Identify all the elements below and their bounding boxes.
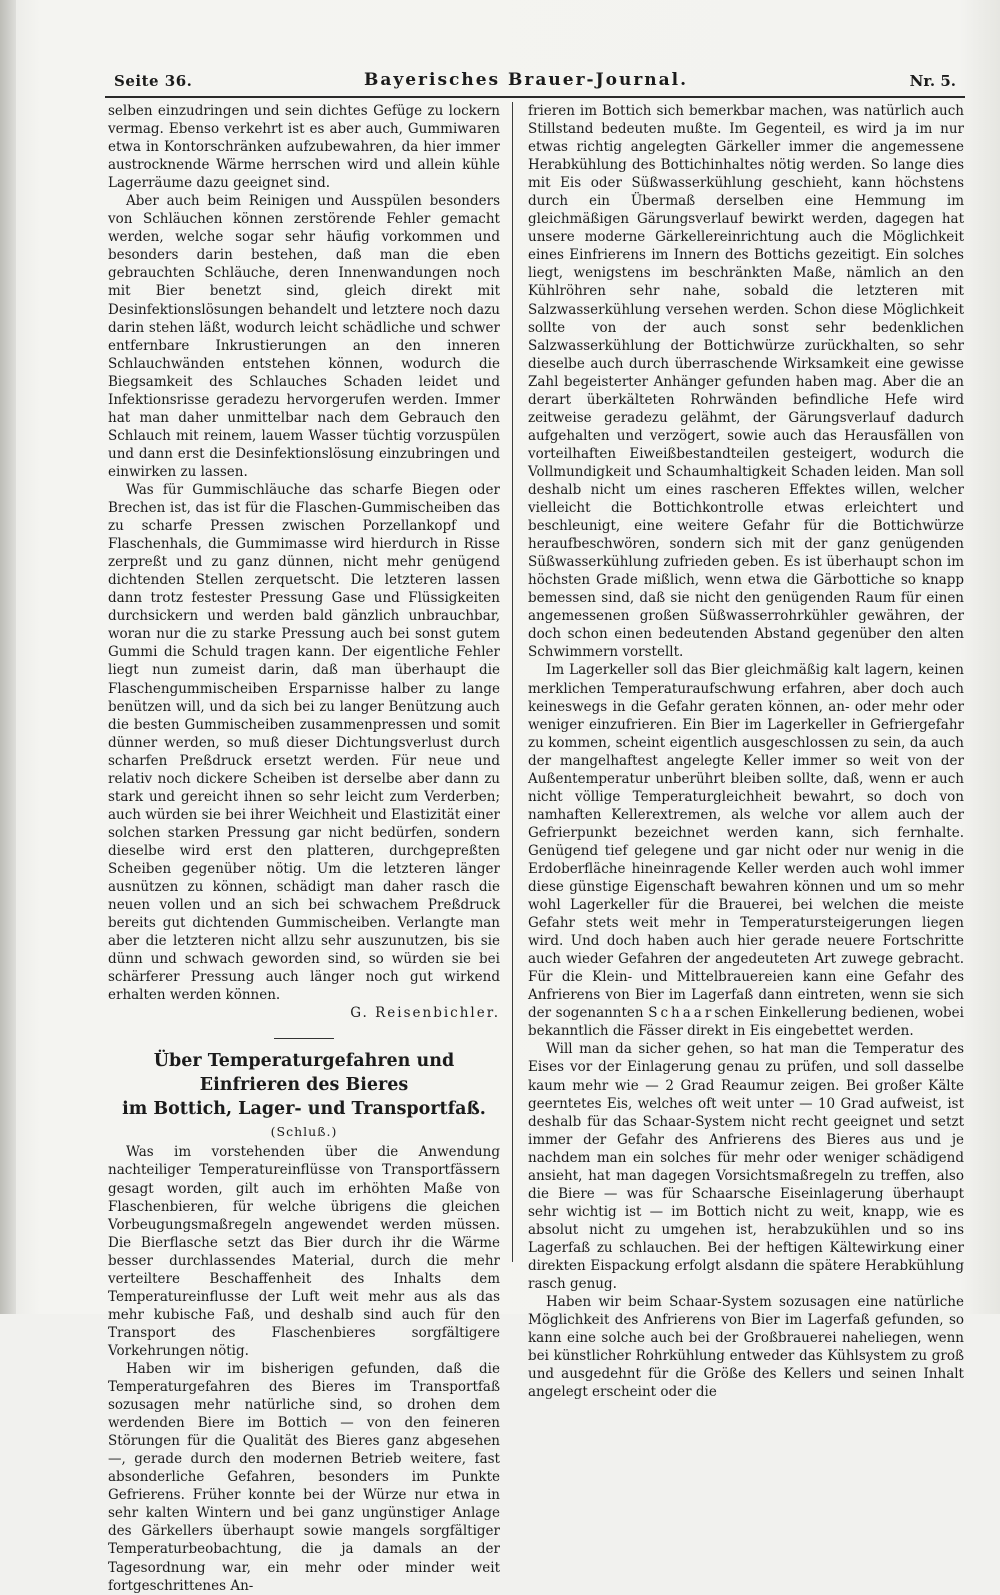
left-column (108, 102, 500, 1594)
binding-edge (0, 0, 16, 1314)
left-paragraph-1: selben einzudringen und sein dichtes Gefüge zu lockern vermag. Ebenso verkehrt ist es aber auch, Gummiwaren etwa in Kontorschränken aufzubewahren, da hier immer austrocknende Wärme herrschen wird und allein kühle Lagerräume dazu geeignet sind. (108, 103, 500, 192)
left-paragraph-4: Was im vorstehenden über die Anwendung nachteiliger Temperatureinflüsse von Transportfässern gesagt worden, gilt auch im erhöhten Maße von Flaschenbieren, für welche übrigens die gleichen Vorbeugungsmaßregeln angewendet werden müssen. Die Bierflasche setzt das Bier durch ihr die Wärme besser durchlassendes Material, durch die mehr verteiltere Beschaffenheit des Inhalts dem Temperatureinflusse der Luft weit mehr aus als das mehr kubische Faß, und deshalb sind auch für den Transport des Flaschenbieres sorgfältigere Vorkehrungen nötig. (108, 1144, 500, 1359)
page-label: Seite 36. (114, 72, 193, 90)
column-rule (512, 102, 513, 1262)
journal-title: Bayerisches Brauer-Journal. (363, 70, 689, 90)
schaar-word: Schaar (648, 1005, 715, 1022)
left-paragraph-2: Aber auch beim Reinigen und Ausspülen besonders von Schläuchen können zerstörende Fehler gemacht werden, welche sogar sehr häufig vorkommen und besonders darin bestehen, daß man die eben gebrauchten Schläuche, deren Innenwandungen noch mit Bier benetzt sind, gleich direkt mit Desinfektionslösungen behandelt und letztere noch dazu darin stehen läßt, wodurch leicht schädliche und schwer entfernbare Inkrustierungen an den inneren Schlauchwänden entstehen können, wodurch die Biegsamkeit des Schlauches Schaden leidet und Infektionsrisse geradezu hervorgerufen werden. Immer hat man daher unmittelbar nach dem Gebrauch den Schlauch mit reinem, lauem Wasser tüchtig vorzuspülen und dann erst die Desinfektionslösung einzubringen und einwirken zu lassen. (108, 193, 500, 480)
author-signature: G. Reisenbichler. (350, 1005, 500, 1022)
issue-number: Nr. 5. (909, 72, 956, 90)
right-paragraph-2-end: schen Einkellerung bedienen, wobei bekanntlich die Fässer direkt in Eis eingebettet werden. (528, 1005, 964, 1040)
left-paragraph-3: Was für Gummischläuche das scharfe Biegen oder Brechen ist, das ist für die Flaschen-Gummischeiben das zu scharfe Pressen zwischen Porzellankopf und Flaschenhals, die Gummimasse wird hierdurch in Risse zerpreßt und zu ganz dünnen, nicht mehr genügend dichtenden Stellen zerquetscht. Die letzteren lassen dann trotz festester Pressung Gase und Flüssigkeiten durchsickern und werden bald gänzlich unbrauchbar, woran nur die zu starke Pressung auch bei sonst gutem Gummi die Schuld tragen kann. Der eigentliche Fehler liegt nun zumeist darin, daß man überhaupt die Flaschengummischeiben Ersparnisse halber zu lange benützen will, und da sich bei zu langer Benützung auch die besten Gummischeiben zusammenpressen und somit dünner werden, so muß dieser Dichtungsverlust durch scharfen Preßdruck ersetzt werden. Für neue und relativ noch dickere Scheiben ist derselbe aber dann zu stark und gereicht ihnen so sehr leicht zum Verderben; auch würden sie bei ihrer Weichheit und Elastizität einer solchen starken Pressung gar nicht bedürfen, sondern dieselbe wird erst den platteren, durchgepreßten Scheiben gegenüber nötig. Um die letzteren länger ausnützen zu können, schädigt man daher rasch die neuen vollen und an sich bei schwachem Preßdruck bereits gut dichtenden Gummischeiben. Verlangte man aber die letzteren nicht allzu sehr auszunutzen, bis sie dünn und schwach geworden sind, so würden sie bei schärferer Pressung auch länger noch gut wirkend erhalten werden können. (108, 481, 500, 1004)
article-title-line-1: Über Temperaturgefahren und Einfrieren des Bieres (153, 1051, 455, 1096)
article-subtitle: (Schluß.) (270, 1124, 338, 1140)
right-paragraph-2 (528, 661, 964, 1040)
article-title-line-2: im Bottich, Lager- und Transportfaß. (122, 1099, 486, 1120)
article-separator (274, 1038, 334, 1039)
right-paragraph-4: Haben wir beim Schaar-System sozusagen eine natürliche Möglichkeit des Anfrierens von Bier im Lagerfaß gefunden, so kann eine solche auch bei der Großbrauerei naheliegen, wenn bei künstlicher Rohrkühlung entweder das Kühlsystem zu groß und ausgedehnt für die Größe des Kellers und seinen Inhalt angelegt erscheint oder die (528, 1294, 964, 1401)
page-header (86, 70, 966, 98)
right-paragraph-2-text: Im Lagerkeller soll das Bier gleichmäßig kalt lagern, keinen merklichen Temperaturaufschwung erfahren, aber doch auch keineswegs in die Gefahr geraten können, an- oder mehr oder weniger einzufrieren. Ein Bier im Lagerkeller in Gefriergefahr zu kommen, scheint eigentlich ausgeschlossen zu sein, da auch der mangelhaftest angelegte Keller immer so weit von der Außentemperatur unberührt bleiben sollte, daß, wenn er auch nicht völlige Temperaturgleichheit bewahrt, so doch von namhaften Kellerextremen, als welche vor allem auch der Gefrierpunkt bezeichnet werden kann, sich fernhalte. Genügend tief gelegene und gar nicht oder nur wenig in die Erdoberfläche hineinragende Keller werden auch wohl immer diese günstige Eigenschaft bewahren können und um so mehr wohl Lagerkeller für die Brauerei, bei welchen die meiste Gefahr stets weit mehr in Temperatursteigerungen liegen wird. Und doch haben auch hier gerade neuere Fortschritte auch wieder Gefahren der angedeuteten Art zuwege gebracht. Für die Klein- und Mittelbrauereien kann eine Gefahr des Anfrierens von Bier im Lagerfaß dann eintreten, wenn sie sich der sogenannten (528, 662, 964, 1022)
right-paragraph-1: frieren im Bottich sich bemerkbar machen, was natürlich auch Stillstand bedeuten mußte. Im Gegenteil, es wird ja im nur etwas richtig angelegten Gärkeller immer die angemessene Herabkühlung des Bottichinhaltes nötig werden. So lange dies mit Eis oder Süßwasserkühlung geschieht, kann höchstens durch ein Übermaß derselben eine Hemmung im gleichmäßigen Gärungsverlauf bewirkt werden, dagegen hat unsere moderne Gärkellereinrichtung auch die Möglichkeit eines Einfrierens im Innern des Bottichs gezeitigt. Ein solches liegt, wenigstens im beschränkten Maße, nämlich an den Kühlröhren sehr nahe, sobald die letzteren mit Salzwasserkühlung versehen werden. Schon diese Möglichkeit sollte von der auch sonst sehr bedenklichen Salzwasserkühlung der Bottichwürze zurückhalten, so sehr dieselbe auch durch überraschende Wirksamkeit eine gewisse Zahl begeisterter Anhänger gefunden haben mag. Aber die an derart überkälteten Rohrwänden befindliche Hefe wird zeitweise geradezu gelähmt, der Gärungsverlauf dadurch aufgehalten und verzögert, sowie auch das Herausfällen von vorteilhaften Eiweißbestandteilen gesteigert, wodurch die Vollmundigkeit und Schaumhaltigkeit Schaden leiden. Man soll deshalb nicht um eines rascheren Effektes willen, welcher vielleicht die Bottichkontrolle etwas erleichtert und beschleunigt, eine weitere Gefahr für die Bottichwürze heraufbeschwören, sondern sich mit der ganz genügenden Süßwasserkühlung zufrieden geben. Es ist überhaupt schon im höchsten Grade mißlich, wenn etwa die Gärbottiche so knapp bemessen sind, daß sie nicht den genügenden Raum für einen angemessenen großen Süßwasserrohrkühler gewähren, der doch schon einen bedeutenden Abstand gegenüber den alten Schwimmern vorstellt. (528, 103, 964, 661)
right-paragraph-3: Will man da sicher gehen, so hat man die Temperatur des Eises vor der Einlagerung genau zu prüfen, und soll dasselbe kaum mehr wie — 2 Grad Reaumur zeigen. Bei großer Kälte geerntetes Eis, welches oft weit unter — 10 Grad aufweist, ist deshalb für das Schaar-System nicht recht geeignet und setzt immer der Gefahr des Anfrierens des Bieres aus und je nachdem man ein solches für mehr oder weniger schädigend ansieht, hat man dagegen Vorsichtsmaßregeln zu treffen, also die Biere — was für Schaarsche Eiseinlagerung überhaupt sehr wichtig ist — im Bottich nicht zu weit, knapp, wie es absolut nicht zu umgehen ist, herabzukühlen und so ins Lagerfaß zu schlauchen. Bei der heftigen Kältewirkung einer direkten Eispackung erfolgt alsdann die spätere Herabkühlung rasch genug. (528, 1041, 964, 1293)
left-paragraph-5: Haben wir im bisherigen gefunden, daß die Temperaturgefahren des Bieres im Transportfaß sozusagen mehr natürliche sind, so drohen dem werdenden Biere im Bottich — von den feineren Störungen für die Qualität des Bieres ganz abgesehen —, gerade durch den modernen Betrieb weitere, fast absonderliche Gefahren, besonders im Punkte Gefrierens. Früher konnte bei der Würze nur etwa in sehr kalten Wintern und bei ganz ungünstiger Anlage des Gärkellers überhaupt sowie mangels sorgfältiger Temperaturbeobachtung, die ja damals an der Tagesordnung war, ein mehr oder minder weit fortgeschrittenes An- (108, 1361, 500, 1594)
article-title (108, 1049, 500, 1121)
header-rule (105, 96, 965, 98)
right-column (528, 102, 964, 1401)
